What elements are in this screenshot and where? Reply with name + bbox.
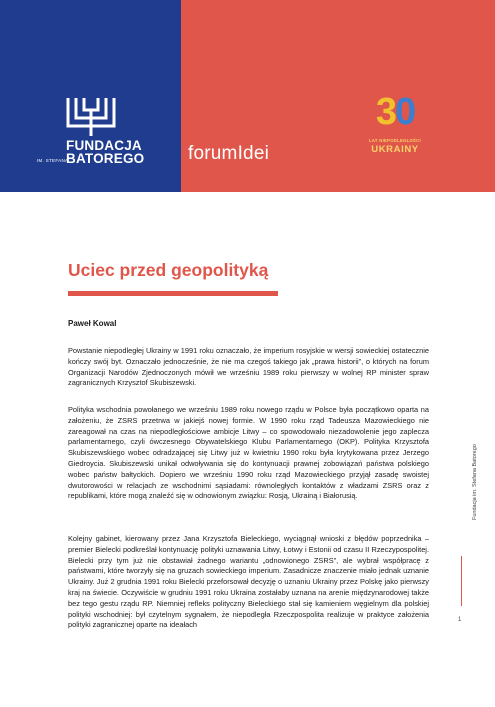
sidebar-foundation-label: Fundacja im. Stefana Batorego	[472, 444, 478, 520]
badge-big-text: UKRAINY	[371, 144, 419, 155]
badge-small-text: LAT NIEPODLEGŁOŚCI	[369, 138, 421, 143]
article-author: Paweł Kowal	[68, 319, 117, 328]
article-title: Uciec przed geopolityką	[68, 260, 269, 280]
title-underline	[68, 291, 278, 296]
paragraph-2: Polityka wschodnia powołanego we wrześniu 1989 roku nowego rządu w Polsce była początkowo oparta na założeniu, że ZSRS przetrwa w jakiejś nowej formie. W 1990 roku rząd Tadeusza Mazowieckiego nie zareagował na czas na niepodległościowe ambicje Litwy – co spowodowało niezadowolenie jego zaplecza parlamentarnego, czyli ówczesnego Obywatelskiego Klubu Parlamentarnego (OKP). Polityka Krzysztofa Skubiszewskiego wobec odradzającej się Litwy już w kwietniu 1990 roku była krytykowana przez Jerzego Giedroycia. Skubiszewski unikał odwoływania się do kontynuacji prawnej zobowiązań państwa polskiego wobec państw bałtyckich. Dopiero we wrześniu 1990 roku rząd Mazowieckiego przyjął zasadę swoistej dwutorowości w relacjach ze wschodnimi sąsiadami: równoległych kontaktów z władzami ZSRS oraz z republikami, które mogą znaleźć się w odnowionym związku: Rosją, Ukrainą i Białorusią.	[68, 405, 429, 501]
paragraph-1: Powstanie niepodległej Ukrainy w 1991 roku oznaczało, że imperium rosyjskie w wersji sowieckiej ostatecznie kończy swój byt. Oznaczało jednocześnie, że nie ma czegoś takiego jak „prawa historii”, o których na forum Organizacji Narodów Zjednoczonych mówił we wrześniu 1989 roku pierwszy w wolnej RP minister spraw zagranicznych Krzysztof Skubiszewski.	[68, 346, 429, 388]
badge-digit-3: 3	[375, 91, 395, 133]
logo-text-line1: FUNDACJA	[66, 138, 142, 153]
badge-digit-0: 0	[395, 91, 415, 133]
batory-logo-icon	[62, 96, 120, 138]
page-header	[0, 0, 495, 192]
logo-text-line2: BATOREGO	[66, 151, 145, 166]
sidebar-rule	[461, 556, 462, 606]
badge-number	[362, 92, 428, 132]
logo-subtext: IM. STEFANA	[37, 158, 69, 163]
anniversary-badge	[362, 91, 428, 170]
header-blue-panel	[0, 0, 181, 192]
page-number: 1	[458, 617, 462, 623]
paragraph-3: Kolejny gabinet, kierowany przez Jana Krzysztofa Bieleckiego, wyciągnął wnioski z błędów poprzednika – premier Bielecki podkreślał kontynuację polityki uznawania Litwy, Łotwy i Estonii od czasu II Rzeczypospolitej. Bielecki przy tym już nie obstawiał żadnego wariantu „odnowionego ZSRS”, ale wybrał współpracę z państwami, które tworzyły się na gruzach sowieckiego imperium. Zasadnicze znaczenie miało jednak uznanie Ukrainy. Już 2 grudnia 1991 roku Bielecki przeforsował decyzję o uznaniu Ukrainy przez Polskę jako pierwszy kraj na świecie. Oczywiście w grudniu 1991 roku Ukraina zostałaby uznana na arenie międzynarodowej także bez tego gestu rządu RP. Niemniej refleks polityczny Bieleckiego stał się kamieniem węgielnym dla polskiej polityki wschodniej: był czytelnym sygnałem, że niepodległa Rzeczpospolita realizuje w praktyce założenia polityki zagranicznej oparte na ideałach	[68, 534, 429, 630]
forum-idei-wordmark: forumIdei	[188, 143, 270, 164]
